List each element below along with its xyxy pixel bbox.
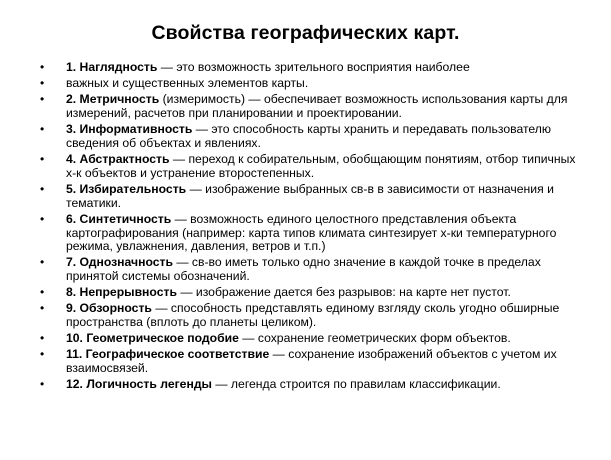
- bullet-icon: •: [40, 377, 45, 392]
- item-text: (измеримость) — обеспечивает возможность использования карты для измерений, расчетов при планировании и проектировании.: [66, 92, 568, 120]
- item-text: — это возможность зрительного восприятия наиболее: [157, 60, 470, 74]
- bullet-icon: •: [40, 285, 45, 300]
- item-text: — переход к собирательным, обобщающим понятиям, отбор типичных х-к объектов и устранение второстепенных.: [66, 151, 576, 180]
- item-text: — изображение дается без разрывов: на карте нет пустот.: [176, 285, 511, 300]
- list-item: [40, 348, 576, 376]
- bullet-icon: •: [40, 60, 45, 74]
- item-term: 5. Избирательность: [66, 181, 187, 196]
- list-item: [40, 302, 576, 330]
- list-item: [40, 77, 576, 91]
- item-term: 7. Однозначность: [66, 255, 173, 270]
- list-item: [40, 332, 576, 346]
- bullet-icon: •: [40, 211, 45, 226]
- list-item: [40, 256, 576, 284]
- item-text: — сохранение геометрических форм объектов.: [238, 331, 511, 346]
- item-text: — способность представлять единому взгляду сколь угодно обширные пространства (вплоть до планеты целиком).: [66, 301, 560, 330]
- item-term: 8. Непрерывность: [66, 285, 177, 300]
- item-text: — легенда строится по правилам классификации.: [211, 377, 501, 392]
- bullet-icon: •: [40, 92, 45, 107]
- bullet-icon: •: [40, 255, 45, 270]
- item-text: — возможность единого целостного представления объекта картографирования (например: карта типов климата синтезирует х-ки температурного режима, увлажнения, давления, ветров и т.п.): [66, 211, 557, 254]
- bullet-icon: •: [40, 301, 45, 316]
- item-term: 12. Логичность легенды: [66, 377, 212, 392]
- item-text: — св-во иметь только одно значение в каждой точке в пределах принятой системы обозначений.: [66, 255, 541, 284]
- item-term: 3. Информативность: [66, 122, 193, 137]
- properties-list: [40, 61, 576, 394]
- item-term: 9. Обзорность: [66, 301, 152, 316]
- slide-title: Свойства географических карт.: [151, 22, 460, 44]
- item-term: 6. Синтетичность: [66, 211, 172, 226]
- bullet-icon: •: [40, 122, 45, 137]
- bullet-icon: •: [40, 347, 45, 362]
- list-item: [40, 213, 576, 254]
- list-item: [40, 123, 576, 151]
- item-text: — изображение выбранных св-в в зависимости от назначения и тематики.: [66, 181, 554, 210]
- item-term: 11. Географическое соответствие: [66, 347, 270, 362]
- item-term: 2. Метричность: [66, 92, 160, 107]
- list-item: [40, 378, 576, 392]
- bullet-icon: •: [40, 331, 45, 346]
- item-text: важных и существенных элементов карты.: [66, 76, 309, 91]
- list-item: [40, 93, 576, 121]
- list-item: [40, 183, 576, 211]
- bullet-icon: •: [40, 151, 45, 166]
- list-item: [40, 153, 576, 181]
- list-item: [40, 61, 576, 75]
- item-text: — сохранение изображений объектов с учетом их взаимосвязей.: [66, 347, 557, 376]
- item-text: — это способность карты хранить и передавать пользователю сведения об объектах и явлениях.: [66, 122, 552, 150]
- list-item: [40, 286, 576, 300]
- item-term: 1. Наглядность: [66, 60, 158, 74]
- item-term: 4. Абстрактность: [66, 151, 170, 166]
- bullet-icon: •: [40, 181, 45, 196]
- bullet-icon: •: [40, 76, 45, 91]
- item-term: 10. Геометрическое подобие: [66, 331, 239, 346]
